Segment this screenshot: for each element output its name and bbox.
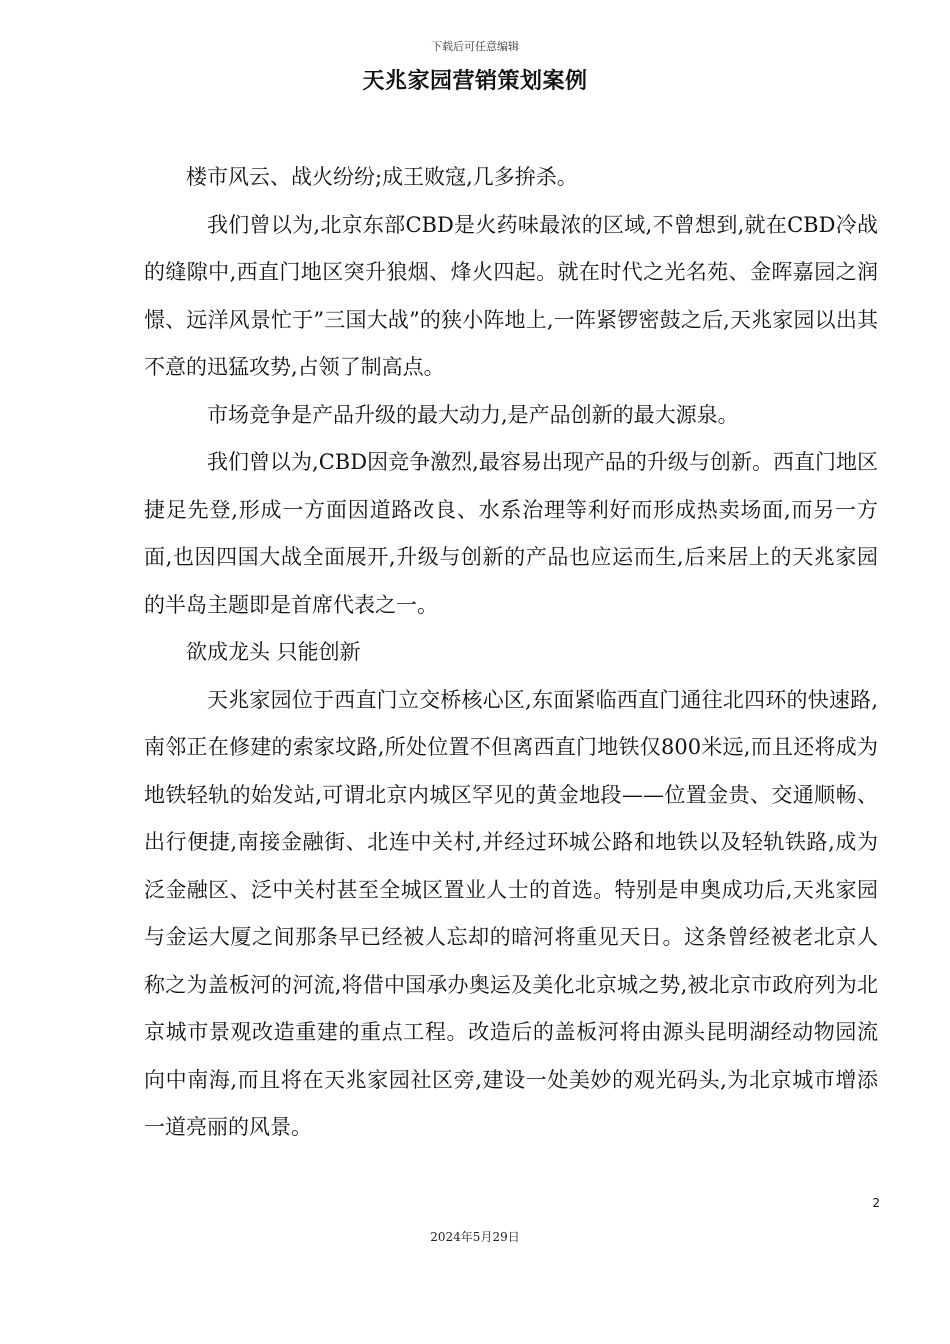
- page-number: 2: [872, 1196, 880, 1210]
- document-body: [144, 154, 878, 1152]
- paragraph-location: 天兆家园位于西直门立交桥核心区,东面紧临西直门通往北四环的快速路,南邻正在修建的索家坟路,所处位置不但离西直门地铁仅800米远,而且还将成为地铁轻轨的始发站,可谓北京内城区罕见的黄金地段——位置金贵、交通顺畅、出行便捷,南接金融街、北连中关村,并经过环城公路和地铁以及轻轨铁路,成为泛金融区、泛中关村甚至全城区置业人士的首选。特别是申奥成功后,天兆家园与金运大厦之间那条早已经被人忘却的暗河将重见天日。这条曾经被老北京人称之为盖板河的河流,将借中国承办奥运及美化北京城之势,被北京市政府列为北京城市景观改造重建的重点工程。改造后的盖板河将由源头昆明湖经动物园流向中南海,而且将在天兆家园社区旁,建设一处美妙的观光码头,为北京城市增添一道亮丽的风景。: [144, 687, 878, 1139]
- paragraph-opening: 楼市风云、战火纷纷;成王败寇,几多拚杀。: [186, 165, 578, 189]
- section-heading-innovation: 欲成龙头 只能创新: [186, 640, 361, 664]
- footer-date: 2024年5月29日: [430, 1230, 520, 1244]
- paragraph-upgrade: 我们曾以为,CBD因竞争激烈,最容易出现产品的升级与创新。西直门地区捷足先登,形成一方面因道路改良、水系治理等利好而形成热卖场面,而另一方面,也因四国大战全面展开,升级与创新的产品也应运而生,后来居上的天兆家园的半岛主题即是首席代表之一。: [144, 450, 878, 617]
- header-note: 下载后可任意编辑: [431, 40, 519, 53]
- paragraph-competition: 市场竞争是产品升级的最大动力,是产品创新的最大源泉。: [207, 402, 739, 427]
- paragraph-cbd-west: 我们曾以为,北京东部CBD是火药味最浓的区域,不曾想到,就在CBD冷战的缝隙中,西直门地区突升狼烟、烽火四起。就在时代之光名苑、金晖嘉园之润憬、远洋风景忙于”三国大战”的狭小阵地上,一阵紧锣密鼓之后,天兆家园以出其不意的迅猛攻势,占领了制高点。: [144, 212, 878, 379]
- document-title: 天兆家园营销策划案例: [362, 69, 588, 94]
